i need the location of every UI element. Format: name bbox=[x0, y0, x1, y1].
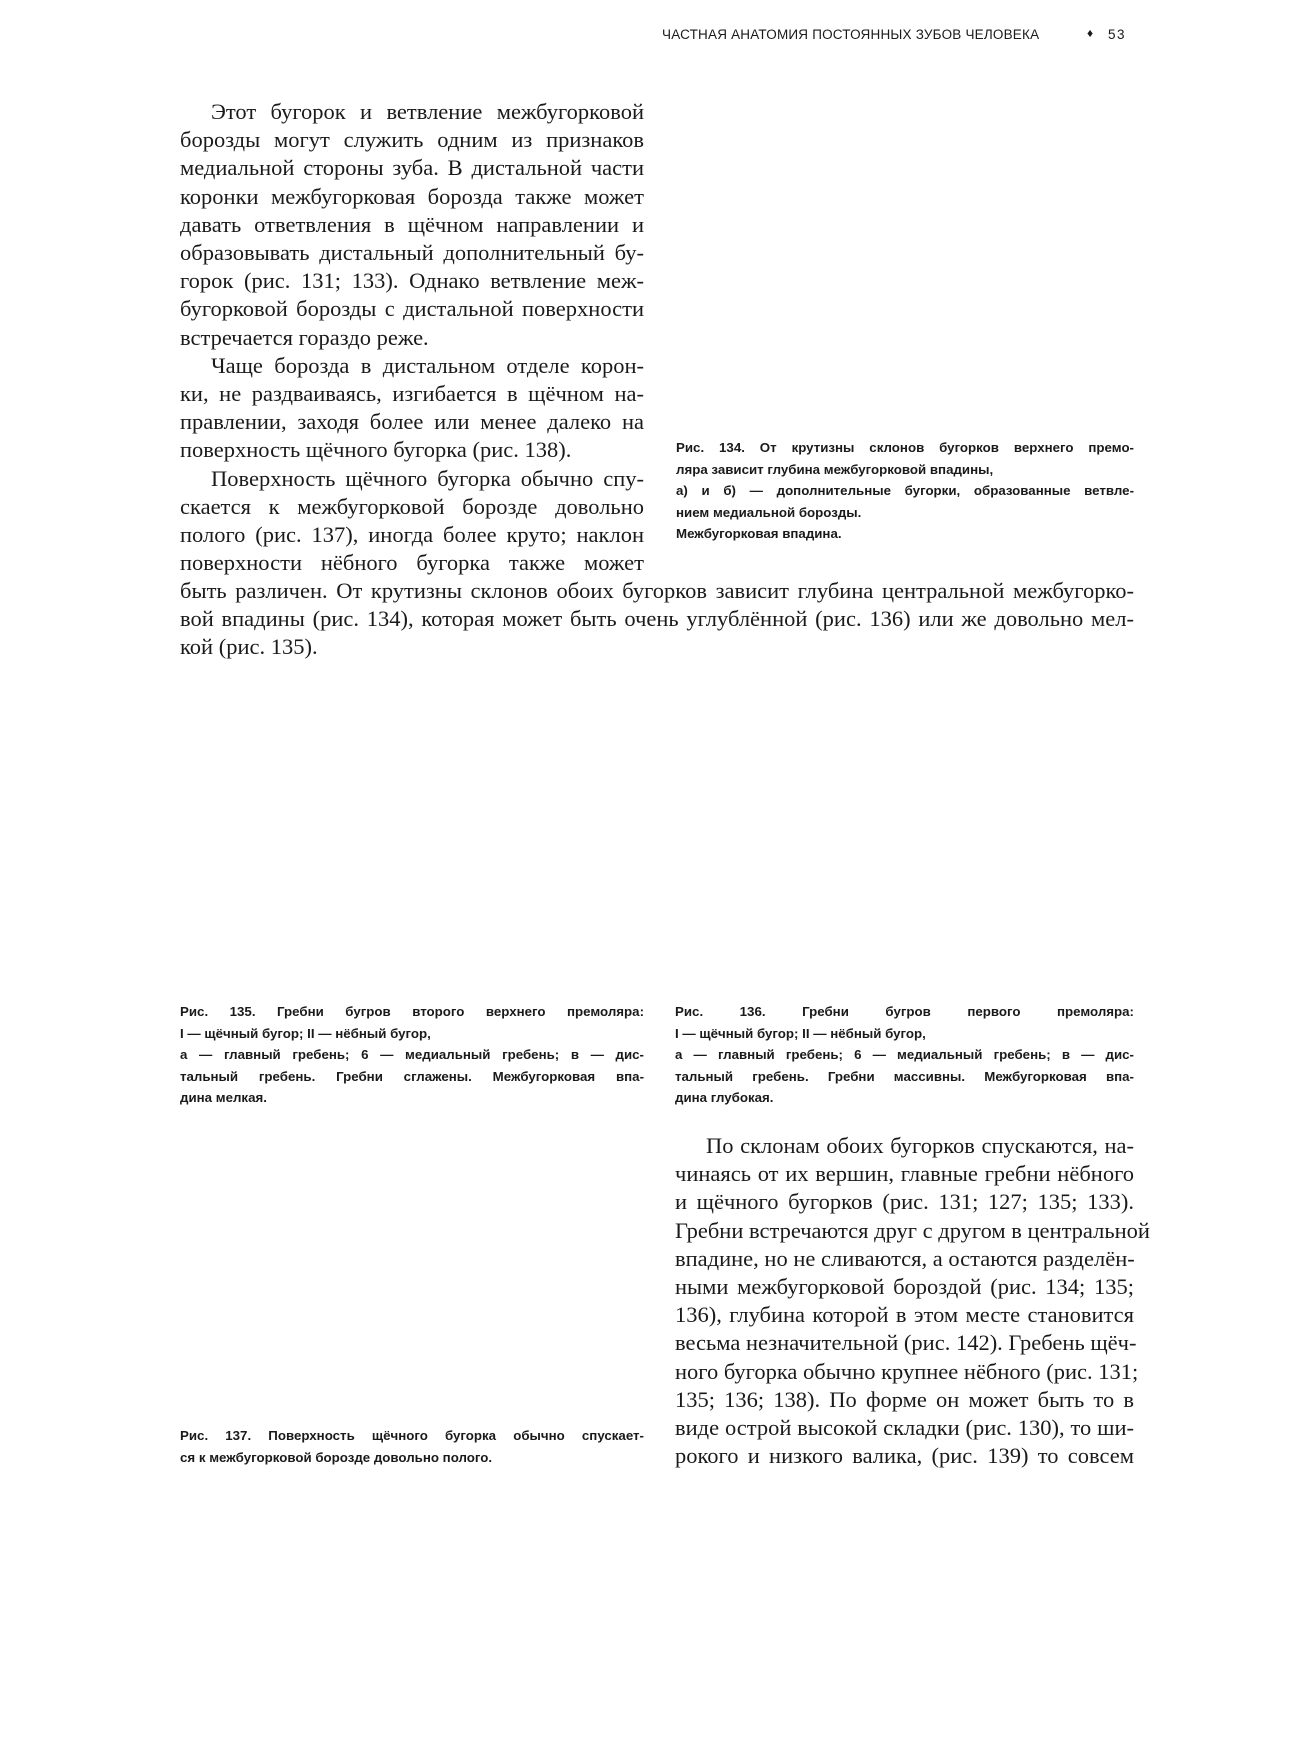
paragraph-4 bbox=[675, 1132, 1150, 1470]
text-line: дина глубокая. bbox=[675, 1090, 774, 1105]
paragraph-3-wide bbox=[180, 577, 1134, 662]
text-line: правлении, заходя более или менее далеко на bbox=[180, 409, 644, 435]
caption-135-text bbox=[180, 1001, 644, 1109]
text-line: ляра зависит глубина межбугорковой впадины, bbox=[676, 461, 994, 477]
figure-136 bbox=[675, 680, 1134, 990]
text-line: бугорковой борозды с дистальной поверхности bbox=[180, 296, 644, 322]
text-line: тальный гребень. Гребни сглажены. Межбугорковая впа- bbox=[180, 1068, 644, 1084]
text-line: Поверхность щёчного бугорка обычно спу- bbox=[211, 465, 644, 491]
text-line: Рис. 134. От крутизны склонов бугорков верхнего премо- bbox=[676, 440, 1134, 455]
figure-134 bbox=[676, 95, 1134, 425]
text-line: горок (рис. 131; 133). Однако ветвление меж- bbox=[180, 268, 644, 294]
text-line: нием медиальной борозды. bbox=[676, 504, 862, 520]
caption-136-text bbox=[675, 1001, 1134, 1109]
text-line: образовывать дистальный дополнительный бу- bbox=[180, 240, 644, 266]
text-line: вой впадины (рис. 134), которая может быть очень углублённой (рис. 136) или же довольно мел- bbox=[180, 606, 1134, 632]
text-line: По склонам обоих бугорков спускаются, на- bbox=[706, 1133, 1134, 1158]
text-line: ного бугорка обычно крупнее нёбного (рис. 131; bbox=[675, 1358, 1139, 1384]
text-line: впадине, но не сливаются, а остаются разделён- bbox=[675, 1245, 1135, 1271]
text-line: дина мелкая. bbox=[180, 1090, 267, 1105]
text-line: Рис. 137. Поверхность щёчного бугорка обычно спускает- bbox=[180, 1428, 644, 1443]
text-line: 135; 136; 138). По форме он может быть то в bbox=[675, 1386, 1134, 1412]
paragraph-3-continuation bbox=[180, 577, 1134, 662]
text-line: рокого и низкого валика, (рис. 139) то совсем bbox=[675, 1443, 1134, 1469]
paragraph-1 bbox=[180, 98, 644, 352]
text-line: 136), глубина которой в этом месте становится bbox=[675, 1302, 1134, 1328]
text-line: Этот бугорок и ветвление межбугорковой bbox=[211, 99, 644, 124]
text-line: а) и б) — дополнительные бугорки, образованные ветвле- bbox=[676, 483, 1134, 498]
text-line: быть различен. От крутизны склонов обоих бугорков зависит глубина центральной межбугорко- bbox=[180, 578, 1134, 603]
text-line: борозды могут служить одним из признаков bbox=[180, 127, 644, 153]
caption-fig137 bbox=[180, 1425, 644, 1468]
caption-134-text bbox=[676, 437, 1134, 545]
text-line: виде острой высокой складки (рис. 130), то ши- bbox=[675, 1415, 1134, 1441]
text-line: Межбугорковая впадина. bbox=[676, 526, 842, 541]
left-column-text bbox=[180, 98, 644, 577]
figure-137 bbox=[180, 1110, 644, 1415]
text-line: медиальной стороны зуба. В дистальной части bbox=[180, 155, 644, 181]
text-line: Рис. 135. Гребни бугров второго верхнего премоляра: bbox=[180, 1004, 644, 1019]
text-line: Гребни встречаются друг с другом в центральной bbox=[675, 1217, 1150, 1243]
caption-fig136 bbox=[675, 1001, 1134, 1109]
caption-137-text bbox=[180, 1425, 644, 1468]
text-line: тальный гребень. Гребни массивны. Межбугорковая впа- bbox=[675, 1068, 1134, 1084]
text-line: I — щёчный бугор; II — нёбный бугор, bbox=[180, 1025, 431, 1041]
text-line: поверхности нёбного бугорка также может bbox=[180, 550, 644, 576]
paragraph-2 bbox=[180, 352, 644, 465]
text-line: скается к межбугорковой борозде довольно bbox=[180, 493, 644, 519]
text-line: ки, не раздваиваясь, изгибается в щёчном на- bbox=[180, 381, 644, 407]
text-line: встречается гораздо реже. bbox=[180, 324, 429, 350]
text-line: I — щёчный бугор; II — нёбный бугор, bbox=[675, 1025, 926, 1041]
caption-fig135 bbox=[180, 1001, 644, 1109]
text-line: давать ответвления в щёчном направлении и bbox=[180, 211, 644, 237]
running-header bbox=[640, 27, 1132, 47]
text-line: ными межбугорковой бороздой (рис. 134; 135; bbox=[675, 1274, 1134, 1300]
text-line: полого (рис. 137), иногда более круто; наклон bbox=[180, 522, 644, 548]
text-line: а — главный гребень; 6 — медиальный гребень; в — дис- bbox=[675, 1047, 1134, 1062]
paragraph-3 bbox=[180, 465, 644, 578]
text-line: и щёчного бугорков (рис. 131; 127; 135; 133). bbox=[675, 1189, 1134, 1215]
page-number: 53 bbox=[1108, 27, 1127, 42]
text-line: кой (рис. 135). bbox=[180, 634, 318, 660]
text-line: а — главный гребень; 6 — медиальный гребень; в — дис- bbox=[180, 1047, 644, 1062]
text-line: Рис. 136. Гребни бугров первого премоляра: bbox=[675, 1004, 1134, 1019]
header-divider-icon: ♦ bbox=[1087, 26, 1094, 40]
text-line: поверхность щёчного бугорка (рис. 138). bbox=[180, 437, 572, 463]
text-line: коронки межбугорковая борозда также может bbox=[180, 183, 644, 209]
figure-135 bbox=[180, 680, 644, 990]
right-column-text bbox=[675, 1132, 1150, 1470]
text-line: чинаясь от их вершин, главные гребни нёбного bbox=[675, 1161, 1134, 1187]
caption-fig134 bbox=[676, 437, 1134, 545]
text-line: ся к межбугорковой борозде довольно полого. bbox=[180, 1449, 493, 1465]
header-title: ЧАСТНАЯ АНАТОМИЯ ПОСТОЯННЫХ ЗУБОВ ЧЕЛОВЕКА bbox=[662, 27, 1040, 42]
text-line: Чаще борозда в дистальном отделе корон- bbox=[211, 352, 644, 378]
text-line: весьма незначительной (рис. 142). Гребень щёч- bbox=[675, 1330, 1137, 1356]
